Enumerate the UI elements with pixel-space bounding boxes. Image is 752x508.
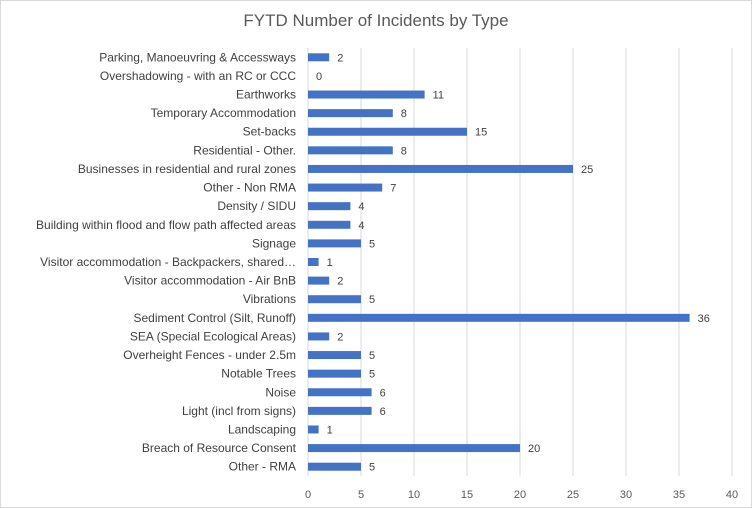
category-label: Overheight Fences - under 2.5m — [123, 348, 296, 363]
x-tick-label: 5 — [357, 489, 365, 501]
data-label: 1 — [326, 424, 333, 437]
bar — [308, 407, 372, 415]
x-tick-label: 35 — [672, 489, 686, 501]
category-label: Other - RMA — [228, 459, 296, 474]
category-label: Temporary Accommodation — [150, 106, 296, 121]
bar — [308, 91, 425, 99]
category-label: Landscaping — [227, 422, 296, 437]
bar — [308, 221, 350, 229]
category-label: Light (incl from signs) — [181, 403, 296, 418]
data-label: 25 — [581, 163, 594, 176]
category-label: Breach of Resource Consent — [141, 441, 296, 456]
bar — [308, 444, 520, 452]
x-tick-label: 15 — [460, 489, 474, 501]
data-label: 5 — [369, 350, 376, 363]
bar — [308, 202, 350, 210]
data-label: 15 — [475, 126, 488, 139]
data-label: 8 — [400, 145, 407, 158]
bar — [308, 184, 382, 192]
category-label: Notable Trees — [221, 366, 296, 381]
bar — [308, 239, 361, 247]
x-tick-label: 0 — [304, 489, 312, 501]
bar — [308, 314, 690, 322]
bar — [308, 370, 361, 378]
data-label: 36 — [697, 312, 710, 325]
category-label: Density / SIDU — [217, 199, 296, 214]
bar — [308, 53, 329, 61]
x-tick-label: 10 — [407, 489, 421, 501]
x-tick-label: 40 — [725, 489, 739, 501]
data-label: 7 — [390, 182, 397, 195]
bar — [308, 295, 361, 303]
category-label: Parking, Manoeuvring & Accessways — [99, 50, 296, 65]
data-label: 5 — [369, 294, 376, 307]
data-label: 5 — [369, 461, 376, 474]
bar — [308, 165, 573, 173]
category-label: Other - Non RMA — [203, 180, 296, 195]
data-label: 2 — [337, 52, 344, 65]
bar — [308, 463, 361, 471]
category-label: Noise — [265, 385, 296, 400]
category-label: Earthworks — [235, 87, 296, 102]
bar — [308, 351, 361, 359]
category-label: Vibrations — [242, 292, 296, 307]
bar — [308, 146, 393, 154]
data-label: 8 — [400, 108, 407, 121]
category-label: Residential - Other. — [193, 143, 296, 158]
category-label: Set-backs — [242, 124, 296, 139]
bar — [308, 258, 319, 266]
data-label: 2 — [337, 331, 344, 344]
bar — [308, 332, 329, 340]
bar-chart — [1, 1, 751, 507]
category-label: SEA (Special Ecological Areas) — [129, 329, 296, 344]
category-label: Businesses in residential and rural zones — [77, 161, 296, 176]
data-label: 4 — [358, 201, 365, 214]
data-label: 6 — [379, 387, 386, 400]
data-label: 0 — [316, 70, 323, 83]
chart-title: FYTD Number of Incidents by Type — [243, 11, 509, 30]
category-label: Overshadowing - with an RC or CCC — [99, 68, 296, 83]
data-label: 11 — [432, 89, 445, 102]
data-label: 5 — [369, 238, 376, 251]
x-tick-label: 25 — [566, 489, 580, 501]
data-label: 6 — [379, 405, 386, 418]
data-label: 2 — [337, 275, 344, 288]
data-label: 1 — [326, 257, 333, 269]
category-label: Signage — [251, 236, 296, 251]
category-label: Visitor accommodation - Backpackers, shared… — [40, 255, 296, 269]
bar — [308, 388, 372, 396]
category-label: Building within flood and flow path affected areas — [36, 217, 296, 232]
bar — [308, 109, 393, 117]
category-label: Visitor accommodation - Air BnB — [124, 273, 296, 288]
data-label: 20 — [528, 443, 541, 456]
data-label: 4 — [358, 219, 365, 232]
bar — [308, 277, 329, 285]
x-tick-label: 20 — [513, 489, 527, 501]
category-label: Sediment Control (Silt, Runoff) — [133, 310, 296, 325]
data-label: 5 — [369, 368, 376, 381]
x-tick-label: 30 — [619, 489, 633, 501]
bar — [308, 425, 319, 433]
bar — [308, 128, 467, 136]
